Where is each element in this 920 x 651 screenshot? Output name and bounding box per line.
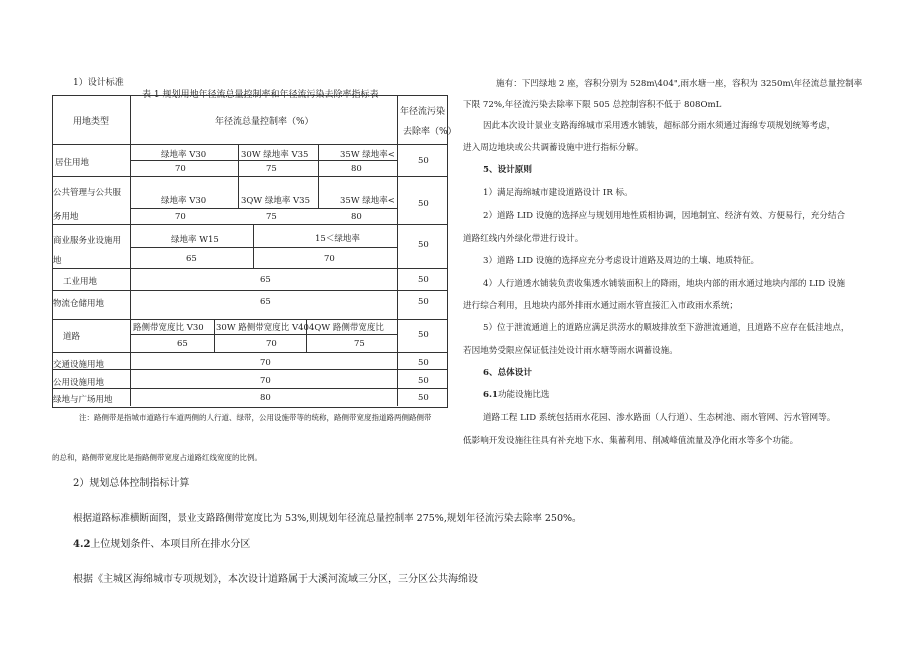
- row-greenland-name: 绿地与广场用地: [53, 395, 113, 405]
- row-utility-name: 公用设施用地: [53, 378, 105, 388]
- section-6-title: 6、总体设计: [483, 368, 532, 378]
- principle-5-line-1: 5）位于泄流通道上的道路应满足洪涝水的顺坡排放至下游泄流通道，且道路不应存在低洼地点，: [483, 323, 850, 333]
- section-6-1-number: 6.1: [483, 390, 498, 400]
- principle-3: 3）道路 LID 设施的选择应充分考虑设计道路及周边的土壤、地质特征。: [483, 256, 760, 266]
- principle-4-line-2: 进行综合利用，且地块内部外排雨水通过雨水管直接汇入市政雨水系统；: [463, 301, 739, 311]
- row-residential-p: 50: [418, 156, 429, 166]
- header-land-type: 用地类型: [73, 117, 110, 127]
- row-road-vb: 70: [266, 339, 277, 349]
- row-commercial-va: 65: [186, 254, 197, 264]
- table-row-line: [53, 352, 447, 353]
- row-residential-vc: 80: [351, 164, 362, 174]
- section-4-2-title: [73, 535, 250, 550]
- row-residential-a: 绿地率 V30: [161, 150, 207, 160]
- row-road-va: 65: [177, 339, 188, 349]
- row-commercial-name-2: 地: [53, 256, 62, 266]
- row-commercial-a: 绿地率 W15: [171, 235, 219, 245]
- row-utility-p: 50: [418, 376, 429, 386]
- table-row-line: [53, 290, 447, 291]
- row-commercial-vb: 70: [324, 254, 335, 264]
- row-industrial-v: 65: [260, 275, 271, 285]
- section-4-2-text: 根据《主城区海绵城市专项规划》，本次设计道路属于大溪河流域三分区，三分区公共海绵设: [73, 574, 478, 585]
- row-residential-name: 居住用地: [55, 158, 90, 168]
- row-road-name: 道路: [63, 332, 81, 342]
- table-row-line: [53, 268, 447, 269]
- row-logistics-name: 物流仓储用地: [53, 299, 105, 309]
- section-2-text: 根据道路标准横断面图，景业支路路侧带宽度比为 53%,则规划年径流总量控制率 275%,规划年径流污染去除率 250%。: [73, 513, 582, 524]
- row-public-vc: 80: [351, 212, 362, 222]
- row-public-p: 50: [418, 199, 429, 209]
- row-commercial-p: 50: [418, 240, 429, 250]
- table-col-line: [397, 96, 398, 406]
- para-2-line-2: 进入周边地块或公共调蓄设施中进行指标分解。: [463, 143, 644, 153]
- para-2-line-1: 因此本次设计景业支路海绵城市采用透水铺装，超标部分雨水须通过海绵专项规划统筹考虑，: [483, 121, 836, 131]
- principle-5-line-2: 若因地势受限应保证低洼处设计雨水塘等雨水调蓄设施。: [463, 346, 678, 356]
- row-road-a: 路侧带宽度比 V30: [133, 323, 204, 333]
- row-road-c: 4QW 路侧带宽度比: [309, 323, 384, 333]
- row-greenland-v: 80: [260, 393, 271, 403]
- row-public-c: 35W 绿地率<: [340, 196, 395, 206]
- row-public-va: 70: [175, 212, 186, 222]
- row-public-b: 3QW 绿地率 V35: [241, 196, 310, 206]
- principle-2-line-2: 道路红线内外绿化带进行设计。: [463, 234, 584, 244]
- row-industrial-p: 50: [418, 275, 429, 285]
- standards-table: [52, 95, 457, 408]
- row-road-vc: 75: [354, 339, 365, 349]
- header-pollution-b: 去除率（%）: [403, 127, 457, 137]
- section-1-title: 1）设计标准: [73, 78, 124, 88]
- row-road-p: 50: [418, 330, 429, 340]
- section-6-1-title: [483, 388, 550, 400]
- section-4-2-number: 4.2: [73, 539, 91, 550]
- row-residential-b: 30W 绿地率 V35: [241, 150, 309, 160]
- section-6-1-label: 功能设施比选: [497, 390, 550, 400]
- header-pollution-a: 年径流污染: [400, 107, 446, 117]
- row-utility-v: 70: [260, 376, 271, 386]
- section-4-2-label: 上位规划条件、本项目所在排水分区: [90, 539, 251, 550]
- row-transport-v: 70: [260, 358, 271, 368]
- table-row-line: [53, 224, 447, 225]
- row-public-name-1: 公共管理与公共服: [53, 188, 122, 198]
- row-logistics-p: 50: [418, 297, 429, 307]
- table-row-line: [53, 319, 447, 320]
- table-inner-line: [130, 247, 397, 248]
- table-col-line: [130, 96, 131, 406]
- section-5-title: 5、设计原则: [483, 165, 532, 175]
- row-transport-name: 交通设施用地: [53, 360, 105, 370]
- table-row-line: [53, 369, 447, 370]
- principle-2-line-1: 2）道路 LID 设施的选择应与规划用地性质相协调，因地制宜、经济有效、方便易行，充分结合: [483, 211, 846, 221]
- row-public-name-2: 务用地: [53, 212, 79, 222]
- table-note-line-1: 注：路侧带是指城市道路行车道两侧的人行道、绿带，公用设施带等的统称，路侧带宽度指道路两侧路侧带: [79, 413, 432, 422]
- row-commercial-name-1: 商业服务业设施用: [53, 236, 122, 246]
- lid-para-line-1: 道路工程 LID 系统包括雨水花园、渗水路面（人行道）、生态树池、雨水管网、污水管网等。: [483, 413, 836, 423]
- table-row-line: [53, 144, 447, 145]
- lid-para-line-2: 低影响开发设施往往具有补充地下水、集蓄利用、削减峰值流量及净化雨水等多个功能。: [463, 436, 799, 446]
- table-row-line: [53, 388, 447, 389]
- row-residential-vb: 75: [266, 164, 277, 174]
- row-residential-va: 70: [175, 164, 186, 174]
- table-inner-line: [130, 208, 397, 209]
- row-public-vb: 75: [266, 212, 277, 222]
- table-row-line: [53, 176, 447, 177]
- para-1-line-2: 下限 72%,年径流污染去除率下限 505 总控制容积不低于 808OmL: [463, 100, 722, 110]
- table-col-line: [253, 224, 254, 268]
- row-road-b: 30W 路侧带宽度比 V40: [216, 323, 309, 333]
- principle-4-line-1: 4）人行道透水铺装负责收集透水铺装面积上的降雨，地块内部的雨水通过地块内部的 LID 设施: [483, 279, 846, 289]
- header-runoff-rate: 年径流总量控制率（%）: [215, 117, 314, 127]
- table-inner-line: [130, 334, 397, 335]
- table-note-line-2: 的总和，路侧带宽度比是指路侧带宽度占道路红线宽度的比例。: [52, 453, 262, 462]
- table-title: 表 1 规划用地年径流总量控制率和年径流污染去除率指标表: [142, 90, 379, 100]
- table-col-line: [214, 319, 215, 352]
- row-residential-c: 35W 绿地率<: [340, 150, 395, 160]
- row-industrial-name: 工业用地: [63, 277, 98, 287]
- row-transport-p: 50: [418, 358, 429, 368]
- row-greenland-p: 50: [418, 393, 429, 403]
- row-logistics-v: 65: [260, 297, 271, 307]
- section-2-title: 2）规划总体控制指标计算: [73, 478, 190, 489]
- row-commercial-b: 15＜绿地率: [315, 234, 360, 244]
- principle-1: 1）满足海绵城市建设道路设计 IR 标。: [483, 188, 633, 198]
- row-public-a: 绿地率 V30: [161, 196, 207, 206]
- table-inner-line: [130, 160, 397, 161]
- para-1-line-1: 施有：下凹绿地 2 座，容积分别为 528m\404",雨水塘一座，容积为 3250m\年径流总量控制率: [496, 79, 863, 89]
